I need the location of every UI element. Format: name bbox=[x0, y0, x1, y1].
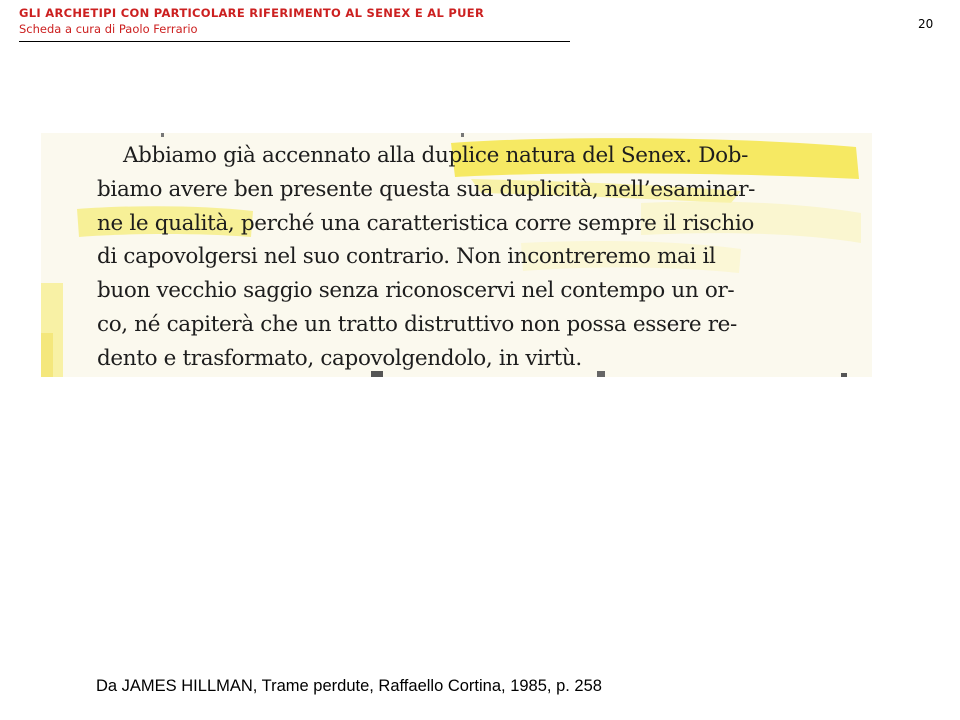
source-citation: Da JAMES HILLMAN, Trame perdute, Raffaello Cortina, 1985, p. 258 bbox=[96, 677, 602, 695]
excerpt-line: dento e trasformato, capovolgendolo, in virtù. bbox=[97, 345, 582, 371]
excerpt-line: ne le qualità, perché una caratteristica corre sempre il rischio bbox=[97, 210, 754, 236]
scanned-excerpt bbox=[41, 133, 872, 377]
excerpt-text bbox=[97, 139, 857, 376]
header-divider bbox=[19, 41, 570, 42]
excerpt-line: buon vecchio saggio senza riconoscervi nel contempo un or- bbox=[97, 278, 735, 304]
page-number: 20 bbox=[918, 17, 934, 31]
excerpt-line: di capovolgersi nel suo contrario. Non incontreremo mai il bbox=[97, 244, 716, 270]
excerpt-line: biamo avere ben presente questa sua duplicità, nell’esaminar- bbox=[97, 176, 756, 202]
excerpt-line: co, né capiterà che un tratto distruttivo non possa essere re- bbox=[97, 311, 737, 337]
document-title: GLI ARCHETIPI CON PARTICOLARE RIFERIMENTO AL SENEX E AL PUER bbox=[19, 6, 485, 20]
document-subtitle: Scheda a cura di Paolo Ferrario bbox=[19, 22, 198, 36]
excerpt-line: Abbiamo già accennato alla duplice natura del Senex. Dob- bbox=[123, 143, 749, 168]
